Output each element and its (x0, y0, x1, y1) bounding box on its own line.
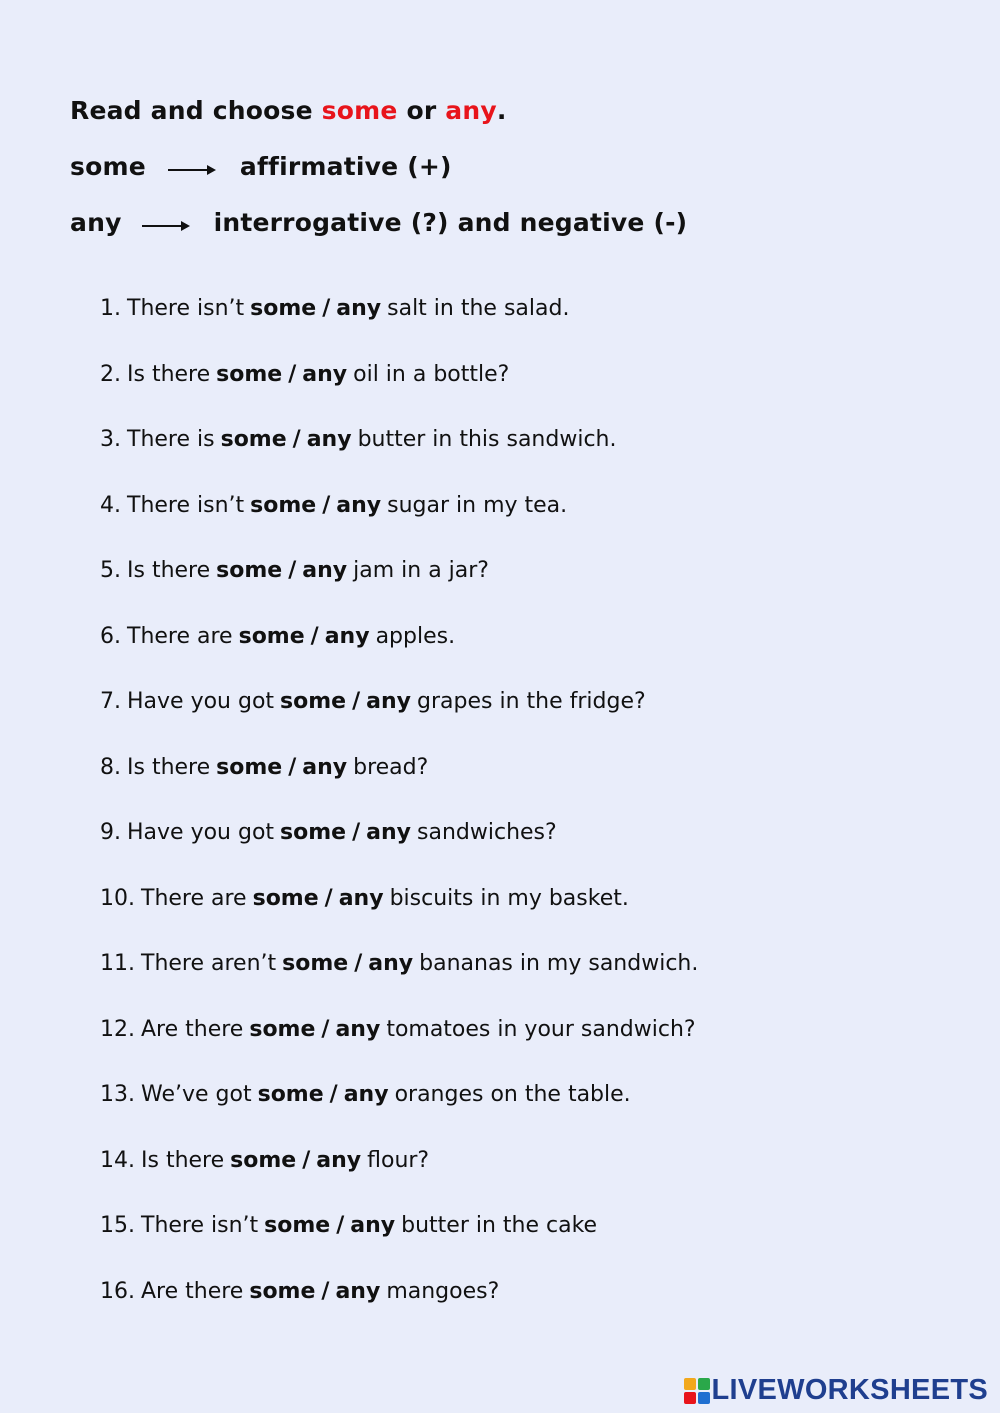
exercise-item (100, 951, 704, 1017)
exercise-number: 13. (100, 1082, 135, 1107)
exercise-item (100, 493, 704, 559)
exercise-text-before: Is there (141, 1147, 225, 1173)
exercise-item (100, 755, 704, 821)
exercise-item (100, 1017, 704, 1083)
exercise-text-after: bread? (353, 754, 429, 780)
option-slash: / (292, 427, 301, 452)
option-slash: / (321, 1016, 330, 1042)
option-some[interactable]: some (252, 885, 319, 911)
option-slash: / (324, 885, 333, 911)
option-any[interactable]: any (302, 754, 348, 780)
exercise-number: 4. (100, 492, 121, 518)
exercise-number: 2. (100, 361, 121, 387)
exercise-number: 11. (100, 951, 135, 976)
exercise-text-after: butter in this sandwich. (357, 427, 617, 452)
option-slash: / (288, 558, 297, 583)
liveworksheets-logo (684, 1374, 989, 1407)
exercise-item (100, 820, 704, 886)
option-slash: / (354, 951, 363, 976)
exercise-text-after: oil in a bottle? (353, 361, 510, 387)
option-some[interactable]: some (280, 820, 347, 845)
exercise-text-before: There isn’t (141, 1213, 259, 1238)
instruction-period: . (496, 95, 507, 125)
exercise-text-after: jam in a jar? (353, 558, 489, 583)
exercise-text-before: We’ve got (141, 1082, 252, 1107)
instruction-word-some: some (321, 95, 398, 125)
exercise-number: 15. (100, 1213, 135, 1238)
exercise-text-after: sugar in my tea. (387, 492, 568, 518)
rule-some-word: some (70, 151, 146, 181)
exercise-item (100, 886, 704, 952)
exercise-text-before: Have you got (127, 820, 275, 845)
option-any[interactable]: any (350, 1213, 396, 1238)
option-slash: / (329, 1082, 338, 1107)
exercise-text-before: There aren’t (141, 951, 277, 976)
option-some[interactable]: some (230, 1147, 297, 1173)
option-some[interactable]: some (216, 754, 283, 780)
rule-some (70, 138, 687, 194)
exercise-number: 12. (100, 1016, 135, 1042)
option-slash: / (310, 623, 319, 649)
option-some[interactable]: some (264, 1213, 331, 1238)
exercise-text-before: There isn’t (127, 296, 245, 321)
option-any[interactable]: any (336, 296, 382, 321)
exercise-item (100, 296, 704, 362)
instruction-line (70, 82, 687, 138)
rule-some-meaning: affirmative (+) (239, 151, 452, 181)
exercise-text-before: Are there (141, 1278, 244, 1304)
option-slash: / (302, 1147, 311, 1173)
option-some[interactable]: some (280, 689, 347, 714)
option-some[interactable]: some (257, 1082, 324, 1107)
exercise-text-before: Is there (127, 558, 211, 583)
option-some[interactable]: some (250, 492, 317, 518)
option-some[interactable]: some (220, 427, 287, 452)
exercise-text-before: There are (127, 623, 233, 649)
option-slash: / (321, 1278, 330, 1304)
exercise-text-after: butter in the cake (401, 1213, 598, 1238)
option-some[interactable]: some (282, 951, 349, 976)
option-any[interactable]: any (366, 689, 412, 714)
exercise-number: 6. (100, 623, 121, 649)
exercise-text-before: Have you got (127, 689, 275, 714)
option-slash: / (322, 492, 331, 518)
option-some[interactable]: some (249, 1278, 316, 1304)
option-slash: / (352, 820, 361, 845)
option-some[interactable]: some (249, 1016, 316, 1042)
exercise-item (100, 1279, 704, 1345)
arrow-right-icon (142, 225, 188, 227)
rule-any-meaning: interrogative (?) and negative (-) (213, 207, 688, 237)
logo-mark-icon (684, 1378, 710, 1404)
option-any[interactable]: any (338, 885, 384, 911)
option-slash: / (352, 689, 361, 714)
exercise-text-before: Is there (127, 754, 211, 780)
exercise-number: 16. (100, 1278, 135, 1304)
exercise-item (100, 427, 704, 493)
option-any[interactable]: any (368, 951, 414, 976)
exercise-number: 7. (100, 689, 121, 714)
exercise-text-after: grapes in the fridge? (417, 689, 646, 714)
exercise-text-after: apples. (375, 623, 456, 649)
exercise-item (100, 362, 704, 428)
exercise-text-after: mangoes? (386, 1278, 500, 1304)
exercise-number: 3. (100, 427, 121, 452)
option-any[interactable]: any (343, 1082, 389, 1107)
exercise-number: 9. (100, 820, 121, 845)
option-slash: / (336, 1213, 345, 1238)
exercise-text-before: There isn’t (127, 492, 245, 518)
option-some[interactable]: some (216, 558, 283, 583)
arrow-right-icon (168, 169, 214, 171)
option-any[interactable]: any (302, 361, 348, 387)
option-any[interactable]: any (302, 558, 348, 583)
option-some[interactable]: some (238, 623, 305, 649)
exercise-number: 8. (100, 754, 121, 780)
logo-square (684, 1378, 696, 1390)
instruction-word-or: or (406, 95, 437, 125)
exercise-number: 5. (100, 558, 121, 583)
option-slash: / (322, 296, 331, 321)
exercise-text-after: bananas in my sandwich. (419, 951, 699, 976)
exercise-item (100, 1213, 704, 1279)
exercise-text-before: Is there (127, 361, 211, 387)
exercise-text-before: There are (141, 885, 247, 911)
exercise-item (100, 558, 704, 624)
exercise-list (100, 296, 704, 1344)
option-any[interactable]: any (366, 820, 412, 845)
exercise-text-before: Are there (141, 1016, 244, 1042)
logo-text: LIVEWORKSHEETS (711, 1374, 988, 1406)
exercise-number: 14. (100, 1147, 135, 1173)
exercise-text-before: There is (127, 427, 215, 452)
exercise-text-after: salt in the salad. (387, 296, 570, 321)
exercise-text-after: sandwiches? (417, 820, 557, 845)
option-slash: / (288, 754, 297, 780)
option-any[interactable]: any (306, 427, 352, 452)
option-some[interactable]: some (250, 296, 317, 321)
option-any[interactable]: any (324, 623, 370, 649)
rule-any-word: any (70, 207, 122, 237)
instruction-prefix: Read and choose (70, 95, 313, 125)
exercise-number: 10. (100, 885, 135, 911)
exercise-item (100, 1082, 704, 1148)
logo-square (698, 1378, 710, 1390)
option-some[interactable]: some (216, 361, 283, 387)
instructions-header (70, 82, 687, 250)
exercise-item (100, 1148, 704, 1214)
option-any[interactable]: any (335, 1278, 381, 1304)
option-any[interactable]: any (335, 1016, 381, 1042)
exercise-item (100, 624, 704, 690)
exercise-number: 1. (100, 296, 121, 321)
instruction-word-any: any (445, 95, 497, 125)
exercise-text-after: biscuits in my basket. (389, 885, 629, 911)
option-any[interactable]: any (316, 1147, 362, 1173)
exercise-text-after: flour? (367, 1147, 430, 1173)
option-slash: / (288, 361, 297, 387)
logo-square (698, 1392, 710, 1404)
rule-any (70, 194, 687, 250)
exercise-text-after: tomatoes in your sandwich? (386, 1016, 696, 1042)
option-any[interactable]: any (336, 492, 382, 518)
exercise-text-after: oranges on the table. (394, 1082, 631, 1107)
logo-square (684, 1392, 696, 1404)
exercise-item (100, 689, 704, 755)
